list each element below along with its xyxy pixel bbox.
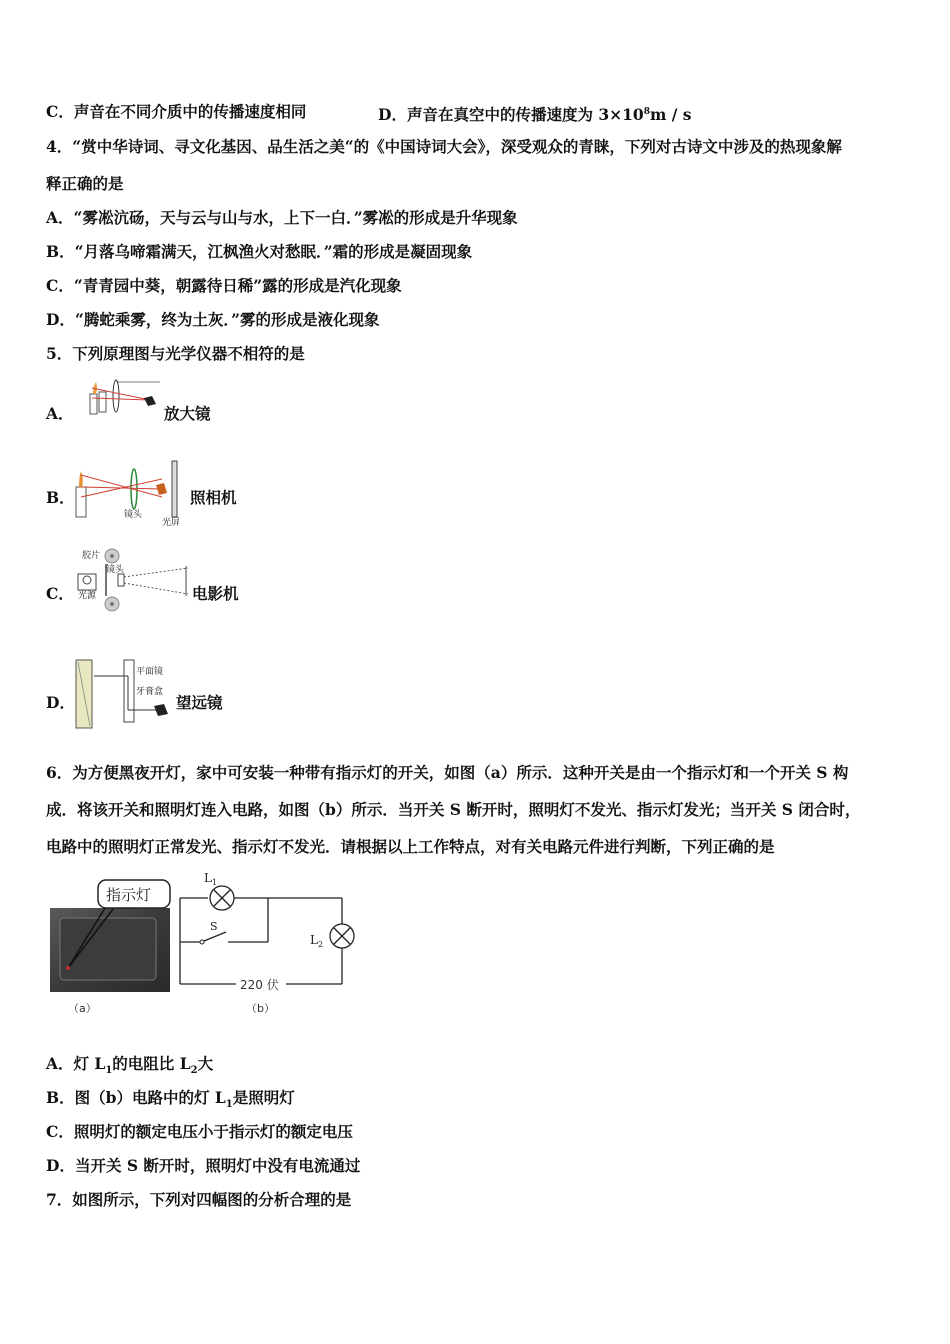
q3-option-c: C．声音在不同介质中的传播速度相同	[46, 102, 307, 121]
indicator-label: 指示灯	[106, 886, 152, 904]
q6-stem-line3: 电路中的照明灯正常发光、指示灯不发光．请根据以上工作特点，对有关电路元件进行判断，下列正确的是	[46, 837, 775, 856]
q5-option-b-label: B．	[46, 488, 75, 507]
q5-option-c-label: C．	[46, 584, 74, 603]
q5-option-a-name: 放大镜	[164, 404, 211, 423]
circuit-diagram	[174, 868, 364, 1020]
camera-lens-label: 镜头	[124, 510, 143, 520]
q6-option-a: A．灯 $L_1$的电阻比 $L_2$大	[46, 1054, 214, 1077]
l1-label: $L_1$	[204, 871, 218, 887]
camera-diagram	[70, 457, 186, 527]
q5-stem: 5．下列原理图与光学仪器不相符的是	[46, 344, 305, 363]
telescope-box-label: 牙膏盒	[136, 687, 164, 697]
q5-option-c-name: 电影机	[192, 584, 239, 603]
switch-s-icon	[204, 932, 226, 941]
magnifier-diagram	[74, 374, 164, 422]
q4-stem-line2: 释正确的是	[46, 174, 124, 193]
projector-film-label: 胶片	[82, 551, 101, 561]
s-label: S	[210, 920, 218, 933]
q5-option-d-label: D．	[46, 693, 75, 712]
q5-option-b-name: 照相机	[190, 488, 237, 507]
camera-screen-label: 光屏	[162, 518, 181, 527]
telescope-diagram	[72, 656, 176, 732]
q6-option-b: B．图（b）电路中的灯 $L_1$是照明灯	[46, 1088, 295, 1111]
figure-b-caption: （b）	[246, 1002, 275, 1015]
projector-light-label: 光源	[78, 591, 97, 601]
q4-option-b: B．“月落乌啼霜满天，江枫渔火对愁眠．”霜的形成是凝固现象	[46, 242, 473, 261]
l2-label: $L_2$	[310, 933, 324, 949]
figure-a-caption: （a）	[68, 1002, 97, 1015]
q4-option-d: D．“腾蛇乘雾，终为土灰．”雾的形成是液化现象	[46, 310, 380, 329]
q3-option-d: D．声音在真空中的传播速度为 $3\times 10^8m / s$	[378, 105, 692, 125]
telescope-mirror-label: 平面镜	[136, 667, 164, 677]
projector-lens-label: 镜头	[106, 565, 125, 575]
q4-stem-line1: 4．“赏中华诗词、寻文化基因、品生活之美“的《中国诗词大会》，深受观众的青睐，下列对古诗文中涉及的热现象解	[46, 137, 842, 156]
q5-option-a-label: A．	[46, 404, 74, 423]
q6-stem-line2: 成．将该开关和照明灯连入电路，如图（b）所示．当开关 S 断开时，照明灯不发光、指示灯发光；当开关 S 闭合时，	[46, 800, 861, 819]
q5-option-d-name: 望远镜	[176, 693, 223, 712]
q6-stem-line1: 6．为方便黑夜开灯，家中可安装一种带有指示灯的开关，如图（a）所示．这种开关是由一个指示灯和一个开关 S 构	[46, 763, 849, 782]
q4-option-c: C．“青青园中葵，朝露待日稀”露的形成是汽化现象	[46, 276, 402, 295]
q7-stem: 7．如图所示，下列对四幅图的分析合理的是	[46, 1190, 352, 1209]
voltage-label: 220 伏	[240, 978, 279, 992]
q4-option-a: A．“雾凇沆砀，天与云与山与水，上下一白．”雾凇的形成是升华现象	[46, 208, 518, 227]
q6-option-c: C．照明灯的额定电压小于指示灯的额定电压	[46, 1122, 353, 1141]
q6-option-d: D．当开关 S 断开时，照明灯中没有电流通过	[46, 1156, 361, 1175]
projector-diagram	[76, 546, 190, 616]
indicator-switch-figure	[46, 874, 176, 1020]
